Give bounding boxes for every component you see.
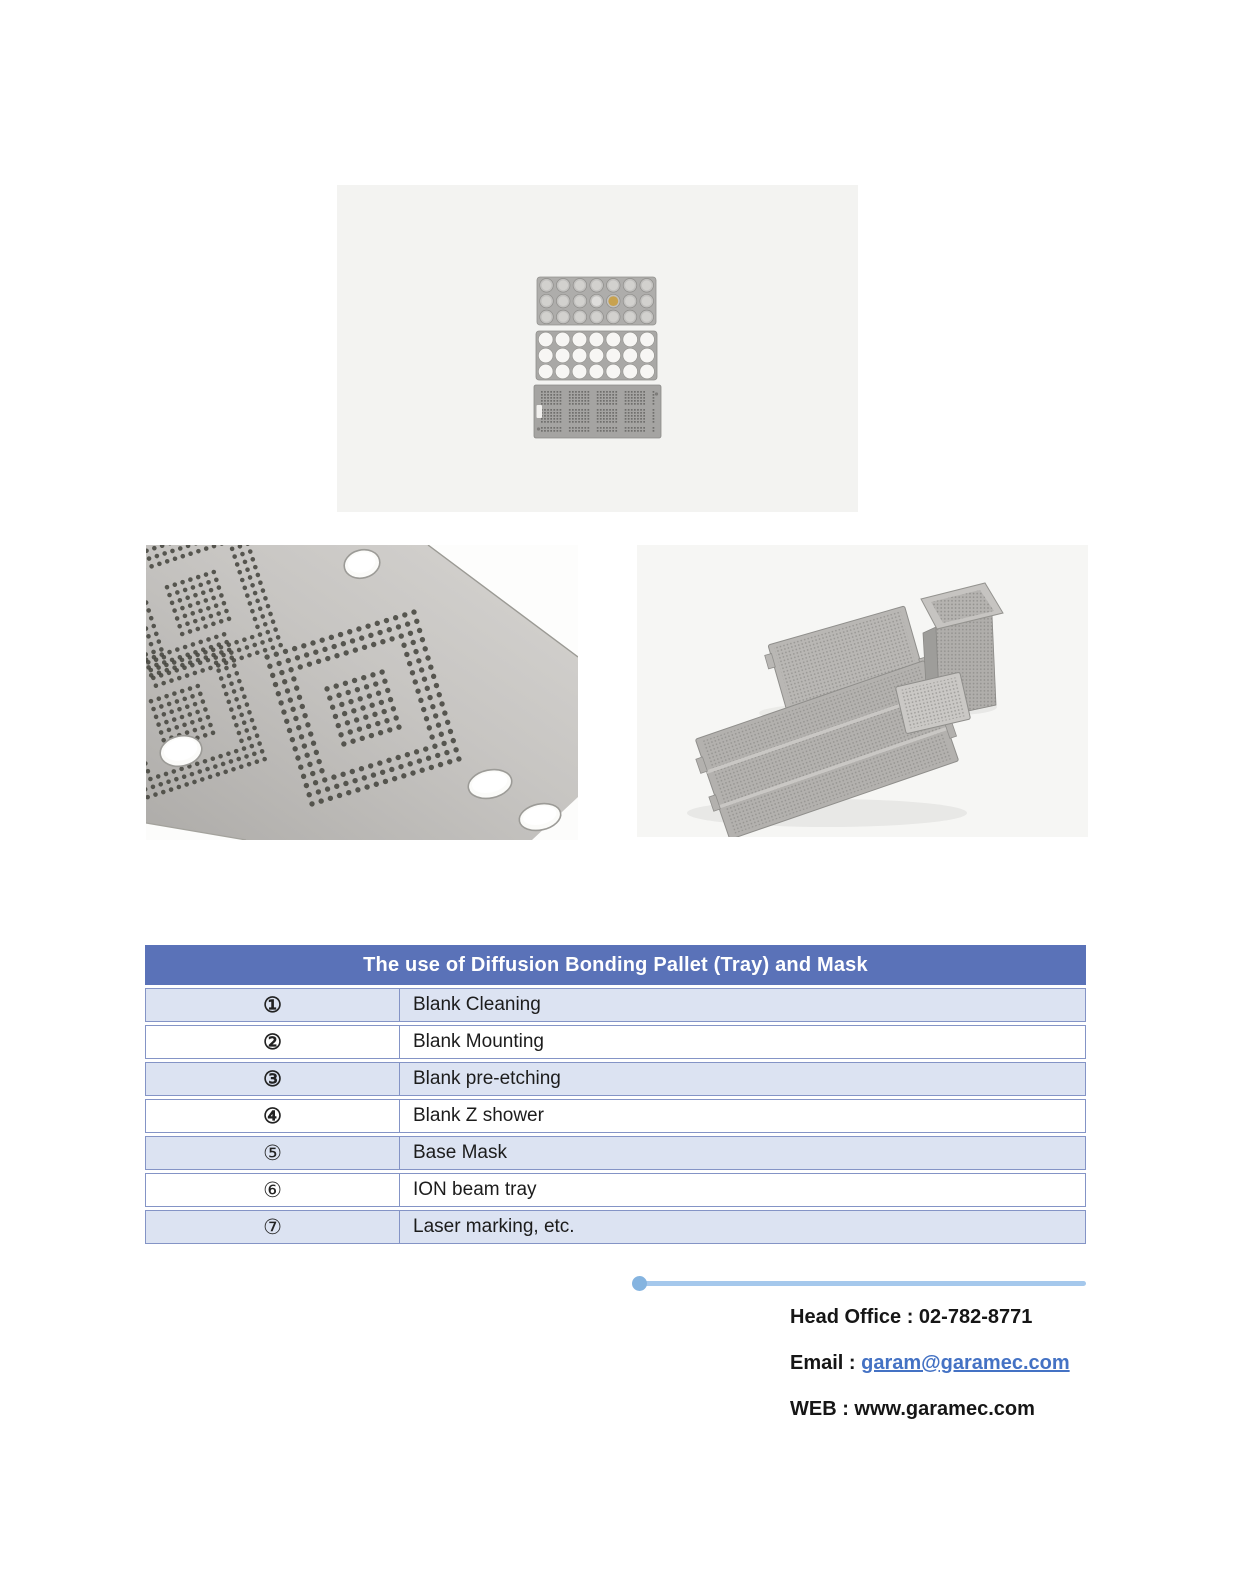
row-number: ⑦ bbox=[146, 1211, 400, 1243]
table-row bbox=[145, 1062, 1086, 1096]
row-label: ION beam tray bbox=[413, 1179, 537, 1200]
accent-divider-dot bbox=[632, 1276, 647, 1291]
table-row bbox=[145, 1136, 1086, 1170]
photo-mask-closeup bbox=[146, 545, 578, 840]
table-row bbox=[145, 1210, 1086, 1244]
mask-closeup-illustration bbox=[146, 545, 578, 840]
row-label: Base Mask bbox=[413, 1142, 507, 1163]
table-title: The use of Diffusion Bonding Pallet (Tray) and Mask bbox=[145, 945, 1086, 985]
contact-block bbox=[790, 1304, 1070, 1422]
row-label: Blank Mounting bbox=[413, 1031, 544, 1052]
photo-pallet-set bbox=[637, 545, 1088, 837]
head-office-line: Head Office : 02-782-8771 bbox=[790, 1306, 1033, 1328]
table-row bbox=[145, 988, 1086, 1022]
row-label: Blank Cleaning bbox=[413, 994, 541, 1015]
row-label: Blank Z shower bbox=[413, 1105, 544, 1126]
row-number: ⑤ bbox=[146, 1137, 400, 1169]
table-row bbox=[145, 1099, 1086, 1133]
table-row bbox=[145, 1173, 1086, 1207]
email-label: Email : bbox=[790, 1352, 862, 1374]
bonding-trays-illustration bbox=[337, 185, 858, 512]
row-number: ④ bbox=[146, 1100, 400, 1132]
row-number: ① bbox=[146, 989, 400, 1021]
web-line: WEB : www.garamec.com bbox=[790, 1398, 1035, 1420]
row-label: Laser marking, etc. bbox=[413, 1216, 575, 1237]
row-number: ⑥ bbox=[146, 1174, 400, 1206]
row-number: ② bbox=[146, 1026, 400, 1058]
table-row bbox=[145, 1025, 1086, 1059]
accent-divider-line bbox=[644, 1281, 1086, 1286]
row-number: ③ bbox=[146, 1063, 400, 1095]
pallet-set-illustration bbox=[637, 545, 1088, 837]
usage-table bbox=[145, 945, 1086, 1244]
row-label: Blank pre-etching bbox=[413, 1068, 561, 1089]
photo-bonding-trays bbox=[337, 185, 858, 512]
email-link[interactable]: garam@garamec.com bbox=[861, 1352, 1070, 1374]
email-line bbox=[790, 1350, 1070, 1376]
